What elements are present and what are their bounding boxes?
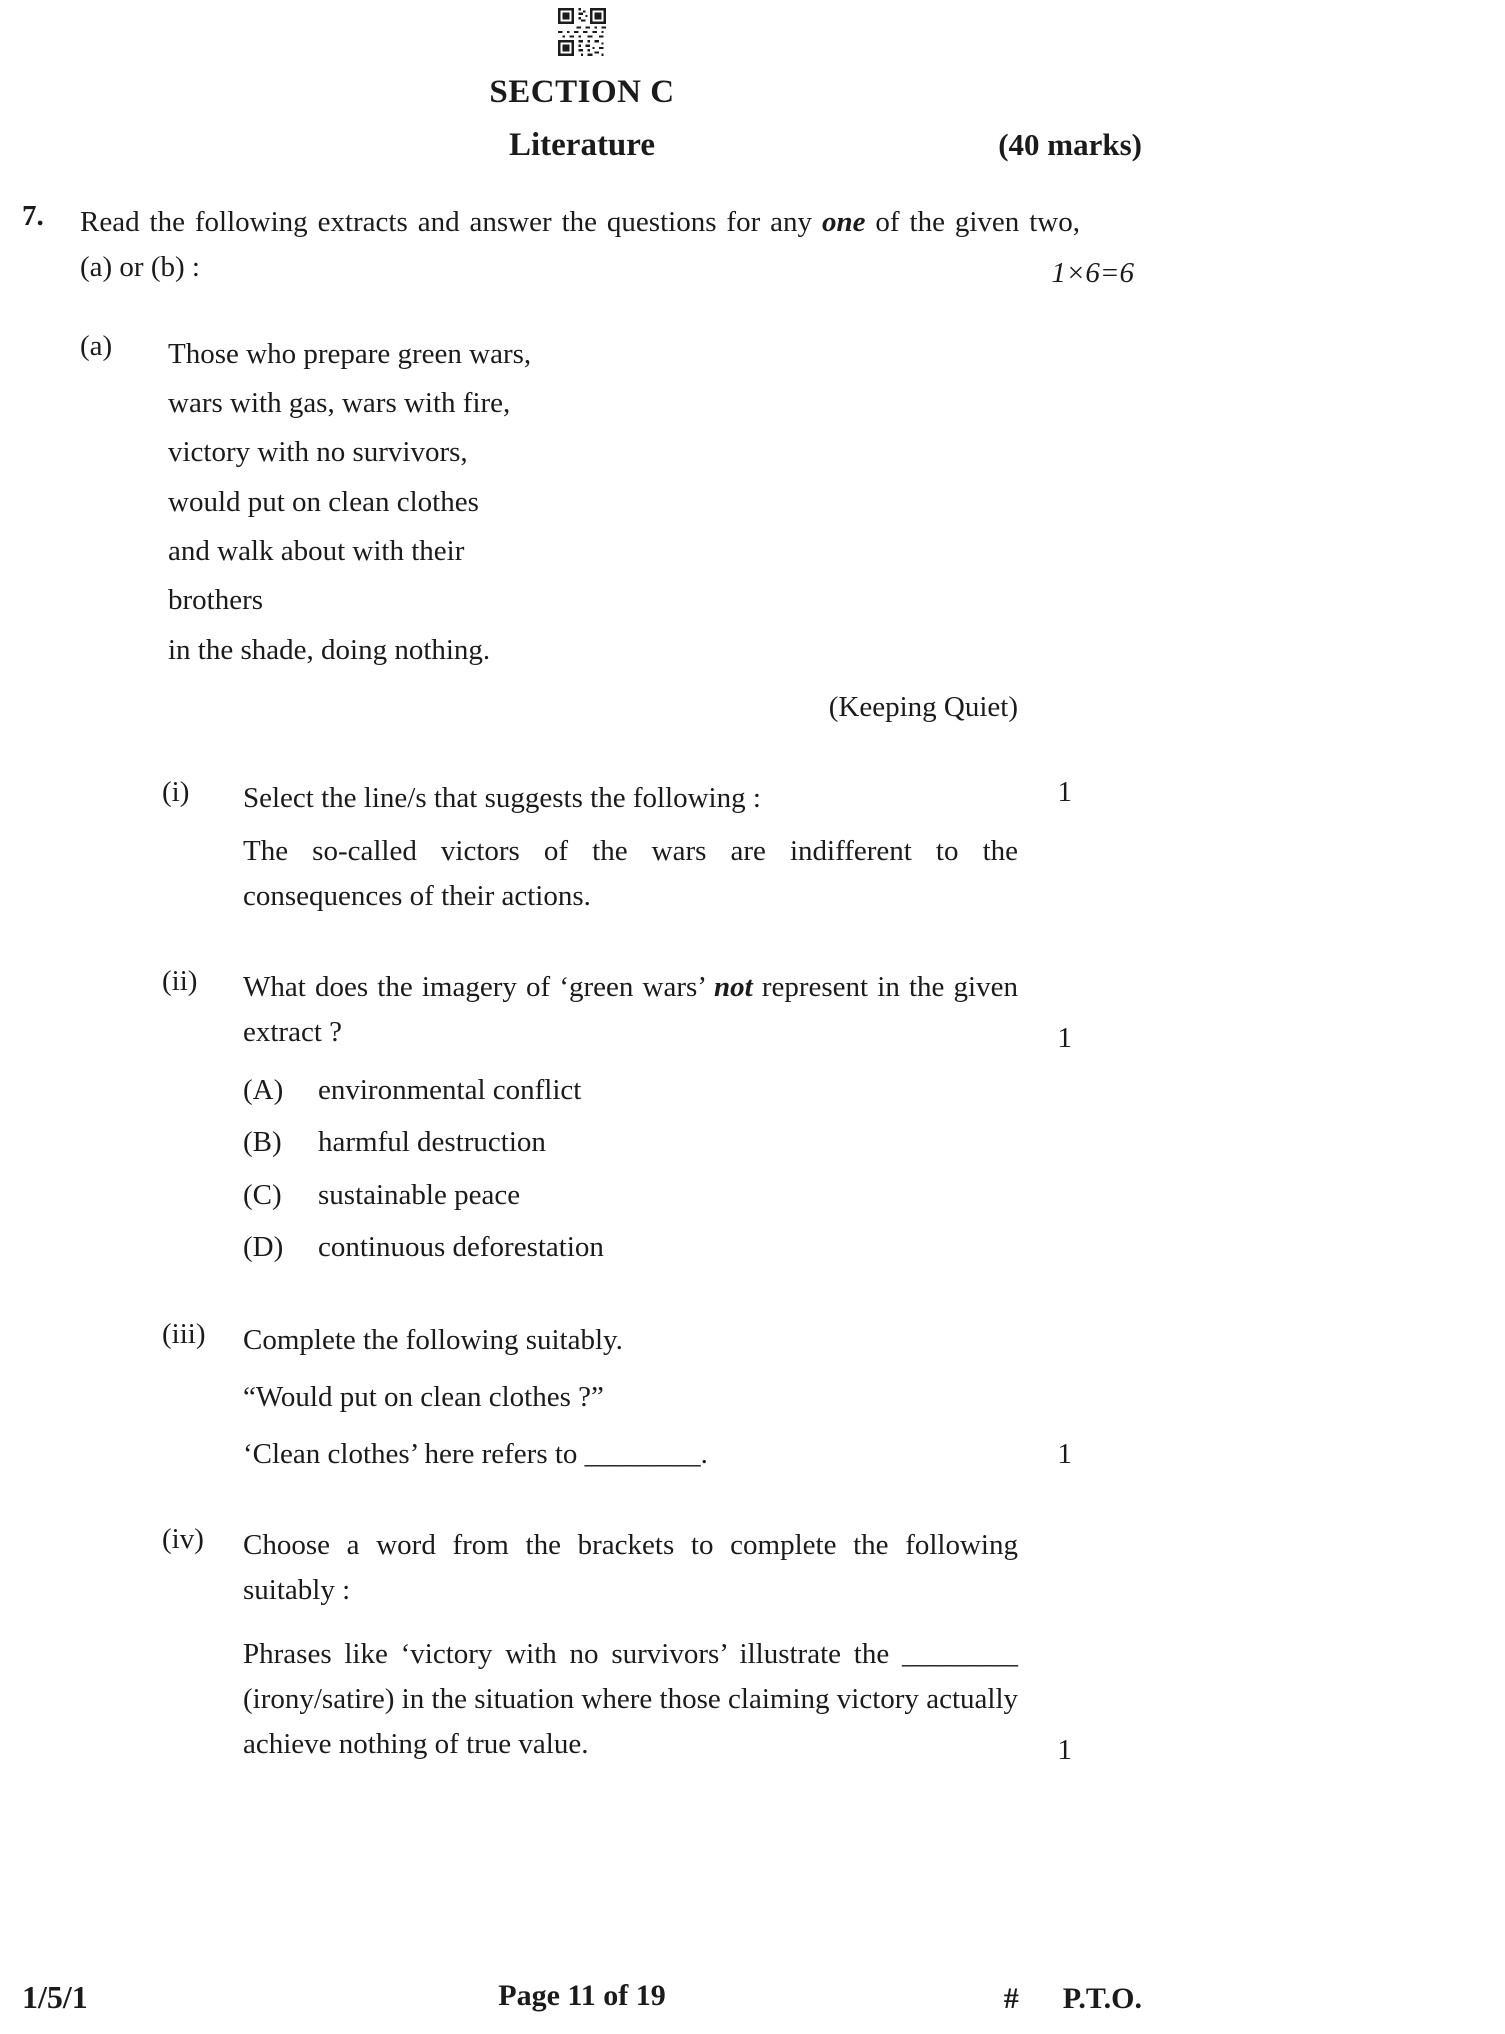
subject-title: Literature <box>508 127 655 163</box>
intro-text-post: of the given two, (a) or (b) : <box>80 206 1080 283</box>
option-label: (C) <box>243 1178 282 1211</box>
poem-line: wars with gas, wars with fire, <box>168 387 511 420</box>
option-text: environmental conflict <box>318 1073 582 1106</box>
marks-value: 1 <box>1057 1437 1072 1470</box>
question-marks: 1×6=6 <box>1051 256 1134 289</box>
option-text: sustainable peace <box>318 1178 521 1211</box>
paper-code: 1/5/1 <box>22 1979 88 2015</box>
hash-symbol: # <box>1003 1982 1019 2015</box>
option-text: harmful destruction <box>318 1126 546 1159</box>
sub-question-label: (i) <box>162 775 190 808</box>
marks-value: 1 <box>1057 1734 1072 1767</box>
qr-code-icon <box>558 8 606 56</box>
option-row <box>243 1172 1018 1220</box>
page-footer <box>22 1979 1142 2034</box>
sub-question-label: (iii) <box>162 1317 206 1350</box>
page-number: Page 11 of 19 <box>498 1979 666 2012</box>
sub-question-label: (iv) <box>162 1522 204 1555</box>
sub-question-text: Complete the following suitably. <box>243 1323 623 1356</box>
question-intro <box>80 200 1134 290</box>
total-marks: (40 marks) <box>998 127 1142 162</box>
mcq-options <box>243 1067 1018 1272</box>
subject-row <box>22 127 1142 164</box>
poem-line: would put on clean clothes <box>168 485 479 518</box>
option-row <box>243 1067 1018 1115</box>
intro-emphasis: one <box>821 206 866 238</box>
marks-value: 1 <box>1057 775 1072 808</box>
part-a <box>80 330 1080 730</box>
question-statement: The so-called victors of the wars are indifferent to the consequences of their actions. <box>243 834 1018 912</box>
question-text-post: represent in the given extract ? <box>243 970 1018 1048</box>
sub-question-ii <box>162 965 1080 1272</box>
intro-text-pre: Read the following extracts and answer the questions for any <box>80 206 822 238</box>
marks-value: 1 <box>1057 1021 1072 1054</box>
poem-line: victory with no survivors, <box>168 436 468 469</box>
question-statement: Phrases like ‘victory with no survivors’ illustrate the ________ (irony/satire) in the situation where those claiming victory actually achieve nothing of true value. <box>243 1638 1018 1761</box>
question-number: 7. <box>22 200 44 232</box>
poem-line: and walk about with their <box>168 535 465 568</box>
completion-line: ‘Clean clothes’ here refers to ________. <box>243 1437 708 1470</box>
qr-code-row <box>22 8 1142 60</box>
sub-question-iii <box>162 1318 1080 1477</box>
question-text-pre: What does the imagery of ‘green wars’ <box>243 970 714 1003</box>
option-label: (D) <box>243 1231 284 1264</box>
option-row <box>243 1224 1018 1272</box>
sub-question-text <box>243 965 1018 1055</box>
option-text: continuous deforestation <box>318 1231 604 1264</box>
question-7 <box>22 200 1142 1767</box>
sub-question-iv <box>162 1523 1080 1768</box>
option-label: (B) <box>243 1126 282 1159</box>
part-a-label: (a) <box>80 329 113 362</box>
option-label: (A) <box>243 1073 284 1106</box>
poem-extract <box>168 330 1018 675</box>
sub-question-i <box>162 776 1080 919</box>
pto-label: P.T.O. <box>1062 1982 1142 2015</box>
poem-line: brothers <box>168 584 264 617</box>
quoted-line: “Would put on clean clothes ?” <box>243 1380 604 1413</box>
poem-line: in the shade, doing nothing. <box>168 633 491 666</box>
sub-question-label: (ii) <box>162 964 198 997</box>
poem-attribution: (Keeping Quiet) <box>828 690 1018 723</box>
poem-line: Those who prepare green wars, <box>168 337 532 370</box>
sub-question-text: Select the line/s that suggests the following : <box>243 781 761 814</box>
sub-question-text: Choose a word from the brackets to complete the following suitably : <box>243 1528 1018 1606</box>
section-title: SECTION C <box>489 74 675 110</box>
question-emphasis: not <box>713 970 753 1003</box>
option-row <box>243 1119 1018 1167</box>
